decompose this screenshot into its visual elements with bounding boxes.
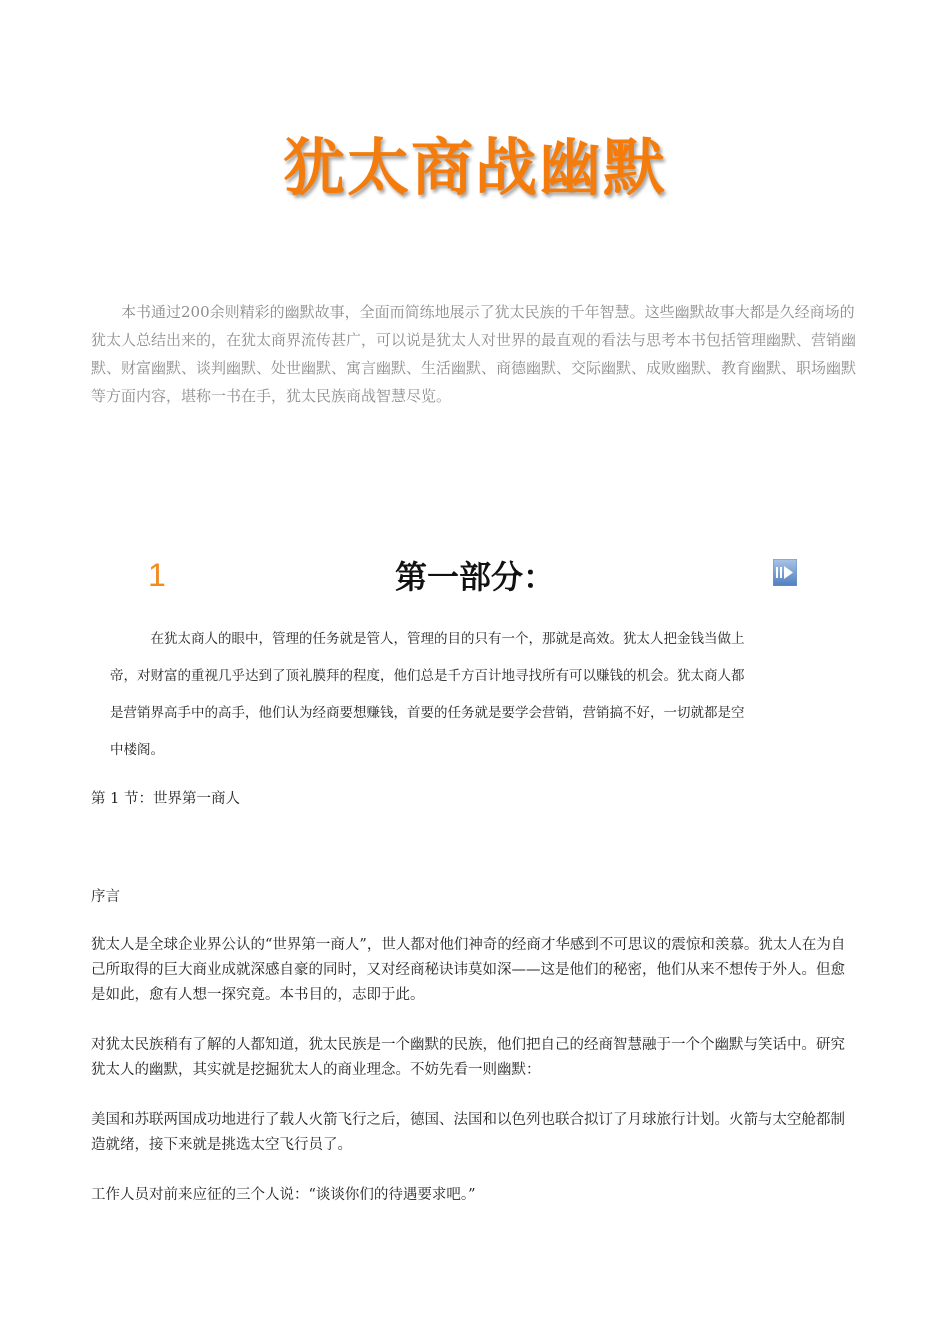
- intro-text: 本书通过200余则精彩的幽默故事，全面而简练地展示了犹太民族的千年智慧。这些幽默故事大都是久经商场的犹太人总结出来的，在犹太商界流传甚广，可以说是犹太人对世界的最直观的看法与思考本书包括管理幽默、营销幽默、财富幽默、谈判幽默、处世幽默、寓言幽默、生活幽默、商德幽默、交际幽默、成败幽默、教育幽默、职场幽默等方面内容，堪称一书在手，犹太民族商战智慧尽览。: [91, 303, 857, 405]
- section-heading: 第 1 节：世界第一商人: [91, 791, 240, 807]
- part-title: 第一部分：: [394, 558, 555, 596]
- intro-paragraph: [91, 298, 859, 410]
- part-summary: [110, 621, 750, 769]
- body-paragraph-4: 工作人员对前来应征的三个人说：“谈谈你们的待遇要求吧。”: [91, 1187, 476, 1203]
- next-page-arrow-icon[interactable]: [773, 559, 797, 586]
- body-paragraph-1: 犹太人是全球企业界公认的“世界第一商人”，世人都对他们神奇的经商才华感到不可思议的震惊和羡慕。犹太人在为自己所取得的巨大商业成就深感自豪的同时，又对经商秘诀讳莫如深——这是他们的秘密，他们从来不想传于外人。但愈是如此，愈有人想一探究竟。本书目的，志即于此。: [91, 937, 846, 1003]
- body-paragraph-3: 美国和苏联两国成功地进行了载人火箭飞行之后，德国、法国和以色列也联合拟订了月球旅行计划。火箭与太空舱都制造就绪，接下来就是挑选太空飞行员了。: [91, 1112, 845, 1153]
- document-title: 犹太商战幽默: [282, 131, 667, 204]
- part-summary-text: 在犹太商人的眼中，管理的任务就是管人，管理的目的只有一个，那就是高效。犹太人把金钱当做上帝，对财富的重视几乎达到了顶礼膜拜的程度，他们总是千方百计地寻找所有可以赚钱的机会。犹太商人都是营销界高手中的高手，他们认为经商要想赚钱，首要的任务就是要学会营销，营销搞不好，一切就都是空中楼阁。: [110, 631, 745, 758]
- part-number: 1: [148, 557, 166, 593]
- preface-heading: 序言: [91, 889, 120, 905]
- body-paragraph-2: 对犹太民族稍有了解的人都知道，犹太民族是一个幽默的民族，他们把自己的经商智慧融于一个个幽默与笑话中。研究犹太人的幽默，其实就是挖掘犹太人的商业理念。不妨先看一则幽默：: [91, 1037, 845, 1078]
